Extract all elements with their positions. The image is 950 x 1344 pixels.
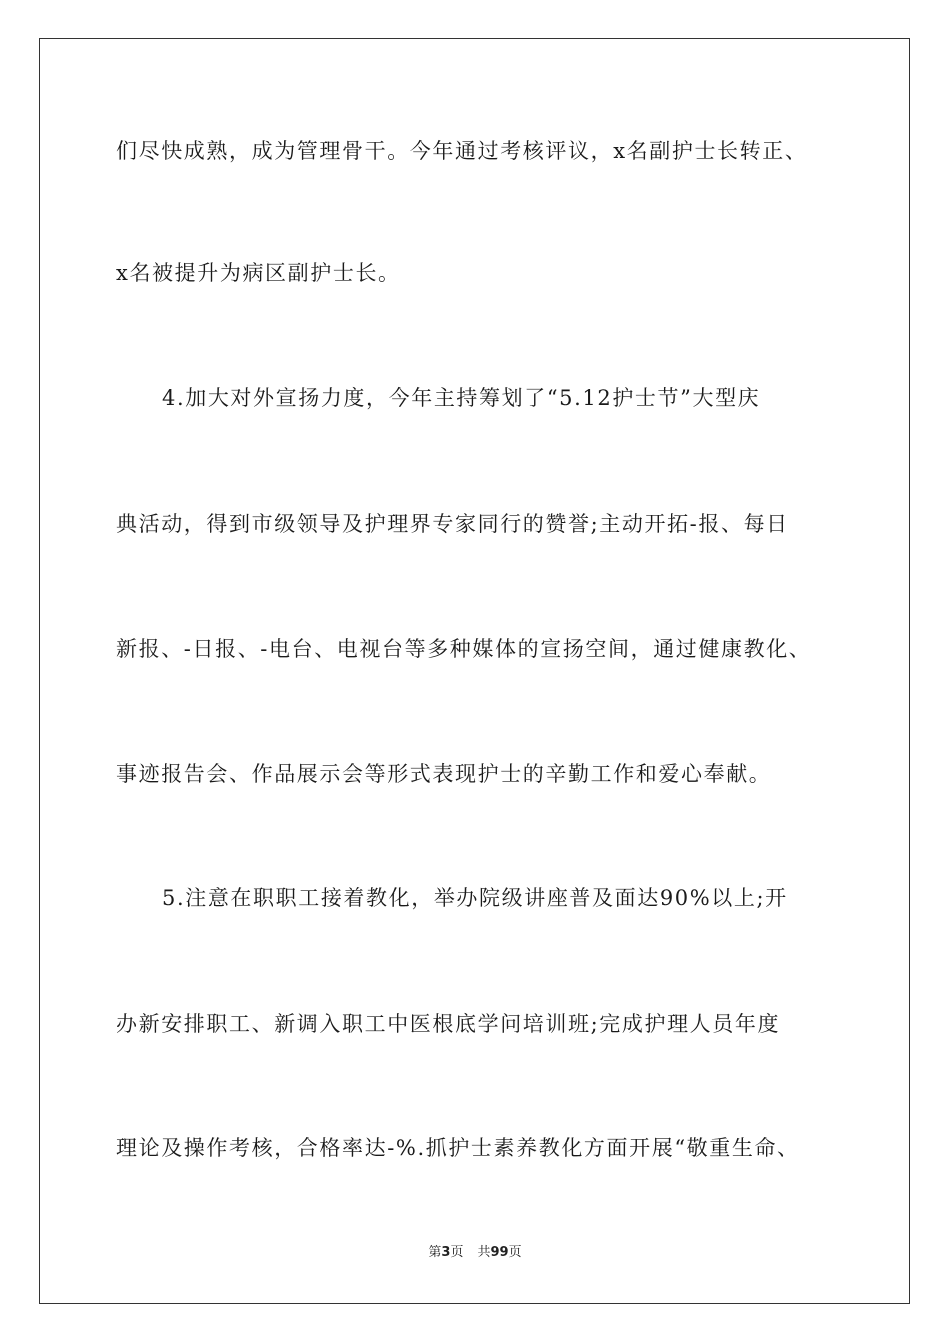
text-line-7-paragraph-5: 5.注意在职职工接着教化，举办院级讲座普及面达90%以上;开 xyxy=(162,886,788,910)
text-line-9: 理论及操作考核，合格率达-%.抓护士素养教化方面开展“敬重生命、 xyxy=(116,1136,800,1160)
text-line-4: 典活动，得到市级领导及护理界专家同行的赞誉;主动开拓-报、每日 xyxy=(116,512,789,536)
text-line-2: x名被提升为病区副护士长。 xyxy=(116,261,401,285)
text-line-6: 事迹报告会、作品展示会等形式表现护士的辛勤工作和爱心奉献。 xyxy=(116,762,772,786)
text-line-5: 新报、-日报、-电台、电视台等多种媒体的宣扬空间，通过健康教化、 xyxy=(116,637,812,661)
text-line-3-paragraph-4: 4.加大对外宣扬力度，今年主持筹划了“5.12护士节”大型庆 xyxy=(162,386,761,410)
footer-page-suffix: 页 xyxy=(450,1245,464,1260)
footer-total-suffix: 页 xyxy=(508,1245,522,1260)
footer-total-prefix: 共 xyxy=(477,1245,491,1260)
text-line-1: 们尽快成熟，成为管理骨干。今年通过考核评议，x名副护士长转正、 xyxy=(116,139,808,163)
page-footer xyxy=(0,1244,950,1262)
footer-page-number: 3 xyxy=(441,1245,451,1260)
text-line-8: 办新安排职工、新调入职工中医根底学问培训班;完成护理人员年度 xyxy=(116,1012,781,1036)
page-border xyxy=(39,38,910,1304)
footer-page-prefix: 第 xyxy=(428,1245,442,1260)
footer-total-pages: 99 xyxy=(490,1245,509,1260)
